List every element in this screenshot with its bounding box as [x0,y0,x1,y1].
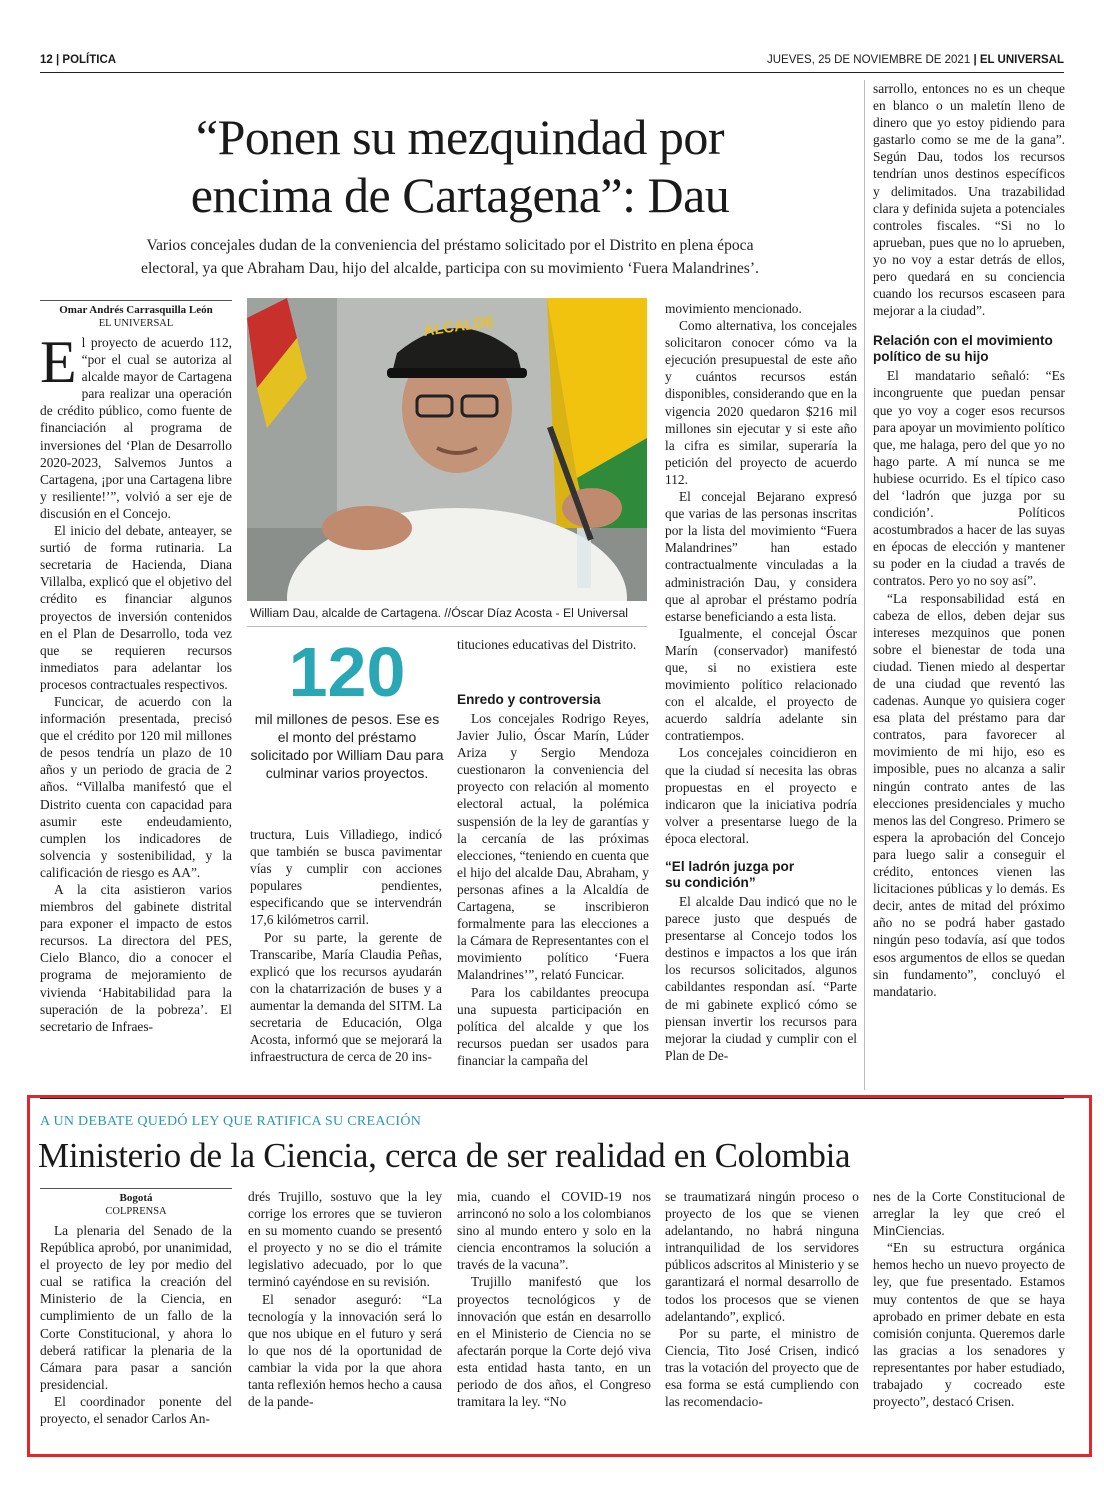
byline-outlet: COLPRENSA [105,1206,167,1217]
header-rule [40,72,1064,73]
article2-headline: Ministerio de la Ciencia, cerca de ser realidad en Colombia [38,1136,851,1175]
deck-line-2: electoral, ya que Abraham Dau, hijo del alcalde, participa con su movimiento ‘Fuera Malandrines’. [141,260,759,277]
paragraph: La plenaria del Senado de la República aprobó, por unanimidad, el proyecto de ley por medio del cual se ratifica la creación del Ministerio de la Ciencia, en cumplimiento de un fallo de la Corte Constitucional, y ahora lo deberá ratificar la plenaria de la Cámara para pasar a sanción presidencial. [40,1223,232,1392]
paragraph: Los concejales Rodrigo Reyes, Javier Julio, Óscar Marín, Lúder Ariza y Sergio Mendoza cuestionaron la conveniencia del proyecto con relación al momento electoral actual, la polémica suspensión de la ley de garantías y la cercanía de las próximas elecciones, “teniendo en cuenta que el hijo del alcalde Dau, Abraham, y personas afines a la Alcaldía de Cartagena, se inscribieron formalmente para las elecciones a la Cámara de Representantes con el movimiento político ‘Fuera Malandrines’”, relató Funcicar. [457,711,649,983]
article2-column-3 [457,1188,651,1410]
column-rule [864,80,865,1090]
headline-line-2: encima de Cartagena”: Dau [190,167,730,223]
article1-column-4 [665,300,857,1064]
subhead-relacion: Relación con el movimiento político de su hijo [873,333,1053,365]
article2-kicker: A UN DEBATE QUEDÓ LEY QUE RATIFICA SU CREACIÓN [40,1114,422,1129]
paragraph: Por su parte, el ministro de Ciencia, Tito José Crisen, indicó tras la votación del proyecto que de esa forma se está cumpliendo con las recomendacio- [665,1325,859,1410]
article1-column-5 [873,80,1065,1000]
paragraph: El coordinador ponente del proyecto, el senador Carlos An- [40,1393,232,1427]
big-number: 120 [288,633,406,711]
article2-column-5 [873,1188,1065,1410]
page-number: 12 [40,54,53,66]
article1-deck [40,234,860,280]
paragraph: tructura, Luis Villadiego, indicó que también se busca pavimentar vías y cumplir con acciones populares pendientes, especificando que se intervendrán 17,6 kilómetros carril. [250,827,442,928]
paragraph: Igualmente, el concejal Óscar Marín (conservador) manifestó que, si no existiera este movimiento político relacionado con el alcalde, el proyecto de acuerdo saldría adelante sin contratiempos. [665,625,857,744]
article2-top-rule [40,1098,1064,1099]
drop-cap: E [40,329,77,395]
subhead-ladron: “El ladrón juzga por su condición” [665,859,795,890]
article2-column-2 [248,1188,442,1410]
paragraph: “La responsabilidad está en cabeza de ellos, deben dejar sus intereses mezquinos que ponen sobre el bienestar de toda una ciudad. Tienen miedo al despertar de una ciudad que reventó las cadenas. Aunque yo quisiera coger esa plata del préstamo para dar contratos, para favorecer al movimiento de mi hijo, eso es imposible, pues no alcanza a salir ningún contrato antes de las elecciones presidenciales y mucho menos las del Congreso. Primero se espera la aprobación del Concejo para luego salir a conseguir el crédito, entonces vienen las licitaciones públicas y lo demás. Es decir, antes de mitad del próximo año no se podrá haber gastado ningún peso todavía, así que todos esos argumentos de ellos se quedan sin fundamento”, concluyó el mandatario. [873,590,1065,999]
photo-mayor-illustration [247,298,647,601]
byline-outlet: EL UNIVERSAL [98,318,174,329]
paragraph: El proyecto de acuerdo 112, “por el cual se autoriza al alcalde mayor de Cartagena para realizar una operación de crédito público, como fuente de financiación al programa de inversiones del ‘Plan de Desarrollo 2020-2023, Salvemos Juntos a Cartagena, ¡por una Cartagena libre y resiliente!’”, volvió a ser eje de discusión en el Concejo. [40,329,232,521]
article2-byline [40,1188,232,1218]
section-name: POLÍTICA [62,54,117,66]
paragraph: Por su parte, la gerente de Transcaribe, María Claudia Peñas, explicó que los recursos ayudarán con la chatarrización de buses y a aumentar la demanda del SITM. La secretaria de Educación, Olga Acosta, informó que se mejorará la infraestructura de cerca de 20 ins- [250,929,442,1065]
paragraph: Trujillo manifestó que los proyectos tecnológicos y de innovación que están en desarrollo en el Ministerio de Ciencia no se afectarán porque la Corte dejó viva esta entidad hasta tanto, en un periodo de dos años, el Congreso tramitara la ley. “No [457,1274,651,1410]
subhead-enredo: Enredo y controversia [457,692,601,707]
paragraph: se traumatizará ningún proceso o proyecto de los que se vienen adelantando, no habrá ninguna intranquilidad de los servidores públicos adscritos al Ministerio y se garantizará el normal desarrollo de todos los procesos que se vienen adelantando”, explicó. [665,1189,859,1324]
paragraph: Como alternativa, los concejales solicitaron conocer cómo va la ejecución presupuestal de este año y cuántos recursos están disponibles, considerando que en la vigencia 2020 quedaron $216 mil millones sin ejecutar y si este año la cifra es similar, superaría la petición del proyecto de acuerdo 112. [665,318,857,487]
paragraph: drés Trujillo, sostuvo que la ley corrige los errores que se tuvieron en su momento cuando se presentó el proyecto y no se dio el trámite legislativo adecuado, por lo que terminó cayéndose en su revisión. [248,1189,442,1290]
header-right [767,54,1064,66]
byline-author: Omar Andrés Carrasquilla León [59,304,213,316]
byline-place: Bogotá [119,1192,153,1204]
paragraph: Funcicar, de acuerdo con la información presentada, precisó que el crédito por 120 mil millones de pesos tendría un plazo de 10 años y un periodo de gracia de 2 años. “Villalba manifestó que el Distrito cuenta con capacidad para asumir este endeudamiento, cumplen los indicadores de solvencia y sostenibilidad, y la calificación de riesgo es AA”. [40,693,232,880]
paragraph: mia, cuando el COVID-19 nos arrinconó no solo a los colombianos sino al mundo entero y solo en la ciencia encontramos la solución a través de la vacuna”. [457,1189,651,1273]
paragraph: nes de la Corte Constitucional de arreglar la ley que creó el MinCiencias. [873,1189,1065,1239]
paragraph: tituciones educativas del Distrito. [457,637,637,652]
headline-line-1: “Ponen su mezquindad por [195,109,725,165]
paragraph: El inicio del debate, anteayer, se surtió de forma rutinaria. La secretaria de Hacienda, Diana Villalba, explicó que el objetivo del crédito es financiar algunos proyectos de inversión contenidos en el Plan de Desarrollo, toda vez que se requieren recursos inmediatos para adelantar los procesos contractuales respectivos. [40,523,232,692]
article1-column-2 [250,826,442,1065]
paragraph: El mandatario señaló: “Es incongruente que puedan pensar que yo voy a coger esos recursos para apoyar un movimiento político que, me halaga, pero del que yo no hago parte. A mí nunca se me hubiese ocurrido. Es el típico caso del ‘ladrón que juzga por su condición’. Políticos acostumbrados a hacer de las suyas en épocas de elección y mantener su poder en la ciudad a través de contratos. Pero yo no soy así”. [873,368,1065,589]
big-number-text: mil millones de pesos. Ese es el monto del préstamo solicitado por William Dau para culminar varios proyectos. [250,711,444,781]
article1-photo [247,298,647,601]
article1-column-3-top [457,636,647,653]
paragraph: El alcalde Dau indicó que no le parece justo que después de presentarse al Concejo todos los destinos e impactos a los que irán los recursos solicitados, algunos cabildantes respondan así. “Parte de mi gabinete explicó cómo se piensan invertir los recursos para mejorar la ciudad y cumplir con el Plan de De- [665,894,857,1063]
issue-date: JUEVES, 25 DE NOVIEMBRE DE 2021 [766,54,971,66]
cap-lettering: ALCALDE [422,313,496,340]
paragraph: sarrollo, entonces no es un cheque en blanco o un maletín lleno de dinero que yo estoy pidiendo para gastarlo como se me de la gana”. Según Dau, todos los recursos tendrían unos destinos específicos y delimitados. Una trazabilidad clara y definida sujeta a potenciales controles fiscales. “Si no lo aprueban, pues que no lo aprueben, yo no voy a estar detrás de ellos, pero quedará en su conciencia cuando los recursos escaseen para mejorar a la ciudad”. [873,81,1065,319]
header-separator-2: | [973,54,980,66]
article2-column-1 [40,1188,232,1427]
header-separator: | [56,54,63,66]
paragraph: “En su estructura orgánica hemos hecho un nuevo proyecto de ley, que fue presentado. Estamos muy contentos de que se haya aprobado en primer debate en esta comisión conjunta. Queremos darle las gracias a los senadores y representantes por haber estudiado, trabajado y cocreado este proyecto”, destacó Crisen. [873,1240,1065,1410]
photo-caption: William Dau, alcalde de Cartagena. //Óscar Díaz Acosta - El Universal [250,606,628,620]
byline [40,300,232,330]
newspaper-name: EL UNIVERSAL [979,54,1064,66]
article1-headline [70,108,850,224]
paragraph: El senador aseguró: “La tecnología y la innovación será lo que nos ubique en el futuro y será lo que nos dé la oportunidad de cambiar la vida por la que ahora tanta reflexión hemos hecho a causa de la pande- [248,1291,442,1410]
paragraph: A la cita asistieron varios miembros del gabinete distrital para exponer el impacto de estos recursos. La directora del PES, Cielo Blanco, dio a conocer el programa de mejoramiento de vivienda ‘Habitabilidad para la superación de la pobreza’. El secretario de Infraes- [40,882,232,1034]
caption-rule [247,626,647,627]
deck-line-1: Varios concejales dudan de la conveniencia del préstamo solicitado por el Distrito en plena época [146,237,754,254]
article1-column-1 [40,300,232,1035]
paragraph: El concejal Bejarano expresó que varias de las personas inscritas por la lista del movimiento “Fuera Malandrines” han estado contractualmente vinculadas a la administración Dau, y considera que al aprobar el préstamo podría estarse beneficiando a esta lista. [665,489,857,624]
article2-column-4 [665,1188,859,1410]
paragraph: Para los cabildantes preocupa una supuesta participación en política del alcalde y que los recursos puedan ser usados para financiar la campaña del [457,984,649,1068]
paragraph: movimiento mencionado. [665,301,802,316]
article1-column-3 [457,684,649,1069]
page-header [40,54,1064,72]
paragraph: Los concejales coincidieron en que la ciudad sí necesita las obras propuestas en el proyecto e indicaron que la iniciativa podría volver a presentarse luego de la época electoral. [665,745,857,846]
